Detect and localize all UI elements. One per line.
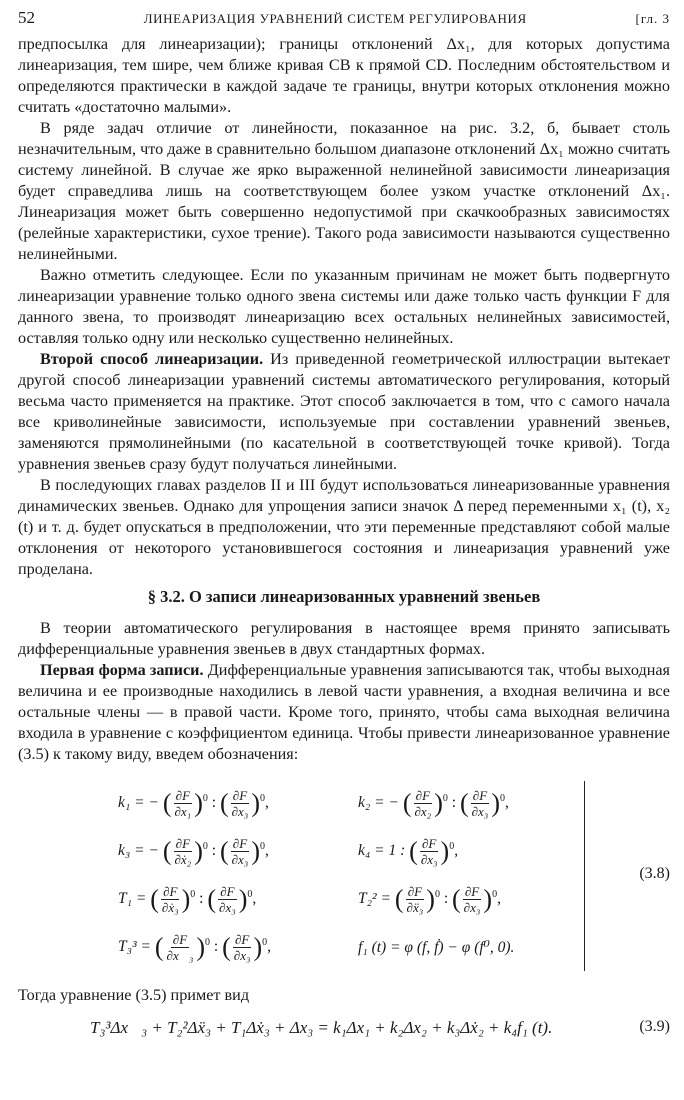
eq-k1: k₁ = − ( $\frac{\partial F}{\text{∂x₁}}$ )$^0$ : ( $\frac{\partial F}{\text{∂x₃}}$ )$^0$, — [118, 787, 269, 819]
equation-3-9 — [18, 1010, 670, 1050]
eq-T1: T₁ = ( $\frac{\partial F}{\text{∂ẋ₃}}$ )$^0$ : ( $\frac{\partial F}{\text{∂x₃}}$ )$^0$, — [118, 883, 257, 915]
equation-number-3-9: (3.9) — [639, 1018, 670, 1035]
eq-T2: T₂² = ( $\frac{\partial F}{\text{∂ẍ₃}}$ )$^0$ : ( $\frac{\partial F}{\text{∂x₃}}$ )$^0$, — [358, 883, 501, 915]
equation-number-3-8: (3.8) — [639, 865, 670, 882]
eq-T3: T₃³ = ( $\frac{\partial F}{\text{∂x⃛₃}}$ )$^0$ : ( $\frac{\partial F}{\text{∂x₃}}$ )$^0$, — [118, 931, 272, 963]
paragraph-3: Важно отметить следующее. Если по указанным причинам не может быть подвергнуто линеаризации уравнение только одного звена системы или даже только часть функции F для данного звена, то производят линеаризацию всех остальных нелинейных зависимостей, оставляя только одну или несколько существенно нелинейных. — [18, 266, 670, 347]
body-text — [18, 34, 670, 765]
paragraph-2: В ряде задач отличие от линейности, показанное на рис. 3.2, б, бывает столь незначительным, что даже в сравнительно большом диапазоне отклонений Δx₁ можно считать систему линейной. В случае же ярко выраженной нелинейной зависимости линеаризация будет справедлива лишь на соответствующем более узком участке отклонений Δx₁. Линеаризация может быть совершенно недопустимой при скачкообразных зависимостях (релейные характеристики, сухое трение). Такого рода зависимости называются существенно нелинейными. — [18, 119, 670, 263]
book-page — [18, 8, 670, 1050]
body-text-lower — [18, 985, 670, 1006]
page-number: 52 — [18, 8, 35, 27]
coefficient-definitions — [118, 779, 588, 971]
equation-brace — [576, 781, 585, 971]
running-title: ЛИНЕАРИЗАЦИЯ УРАВНЕНИЙ СИСТЕМ РЕГУЛИРОВАНИЯ — [143, 11, 527, 26]
eq-k3: k₃ = − ( $\frac{\partial F}{\text{∂ẋ₂}}$ )$^0$ : ( $\frac{\partial F}{\text{∂x₃}}$ )$^0$, — [118, 835, 269, 867]
paragraph-7-lead: Первая форма записи. — [40, 661, 204, 679]
equation-system-3-8 — [18, 779, 670, 975]
paragraph-7-text: Дифференциальные уравнения записываются так, чтобы выходная величина и ее производные находились в левой части уравнения, а входная величина и все остальные члены — в правой части. Кроме того, принято, чтобы сама выходная величина входила в уравнение с коэффициентом единица. Чтобы привести линеаризованное уравнение (3.5) к такому виду, введем обозначения: — [18, 661, 671, 763]
eq-k2: k₂ = − ( $\frac{\partial F}{\text{∂x₂}}$ )$^0$ : ( $\frac{\partial F}{\text{∂x₃}}$ )$^0$, — [358, 787, 509, 819]
paragraph-4-text: Из приведенной геометрической иллюстрации вытекает другой способ линеаризации уравнений системы автоматического регулирования, который весьма часто применяется на практике. Этот способ заключается в том, что с самого начала все криволинейные зависимости, используемые при составлении уравнений звеньев, заменяются прямолинейными (по касательной в соответствующей точке кривой). Тогда уравнения звеньев сразу будут получаться линейными. — [18, 350, 670, 473]
section-title: § 3.2. О записи линеаризованных уравнений звеньев — [147, 587, 541, 606]
eq-f1: f₁ (t) = φ (f, ḟ) − φ (f⁰, 0). — [358, 938, 515, 956]
paragraph-1: предпосылка для линеаризации); границы отклонений Δx₁, для которых допустима линеаризация, тем шире, чем ближе кривая CB к прямой CD. Последним обстоятельством и определяются практически в каждой задаче те границы, внутри которых отклонения можно считать «достаточно малыми». — [18, 35, 670, 116]
paragraph-6: В теории автоматического регулирования в настоящее время принято записывать дифференциальные уравнения звеньев в двух стандартных формах. — [18, 619, 670, 658]
paragraph-8: Тогда уравнение (3.5) примет вид — [18, 986, 250, 1004]
eq-k4: k₄ = 1 : ( $\frac{\partial F}{\text{∂x₃}}$ )$^0$, — [358, 835, 459, 867]
page-header — [18, 8, 670, 34]
paragraph-4 — [18, 349, 670, 475]
paragraph-7 — [18, 660, 670, 765]
paragraph-5: В последующих главах разделов II и III будут использоваться линеаризованные уравнения динамических звеньев. Однако для упрощения записи значок Δ перед переменными x₁ (t), x₂ (t) и т. д. будет опускаться в предположении, что эти переменные представляют собой малые отклонения от некоторого установившегося состояния и линеаризация уравнений уже проделана. — [18, 476, 670, 578]
equation-3-9-body: T₃³Δx⃛₃ + T₂²Δẍ₃ + T₁Δẋ₃ + Δx₃ = k₁Δx₁ + k₂Δx₂ + k₃Δẋ₂ + k₄f₁ (t). — [90, 1018, 553, 1037]
chapter-marker: [гл. 3 — [635, 11, 670, 26]
paragraph-4-lead: Второй способ линеаризации. — [40, 350, 264, 368]
